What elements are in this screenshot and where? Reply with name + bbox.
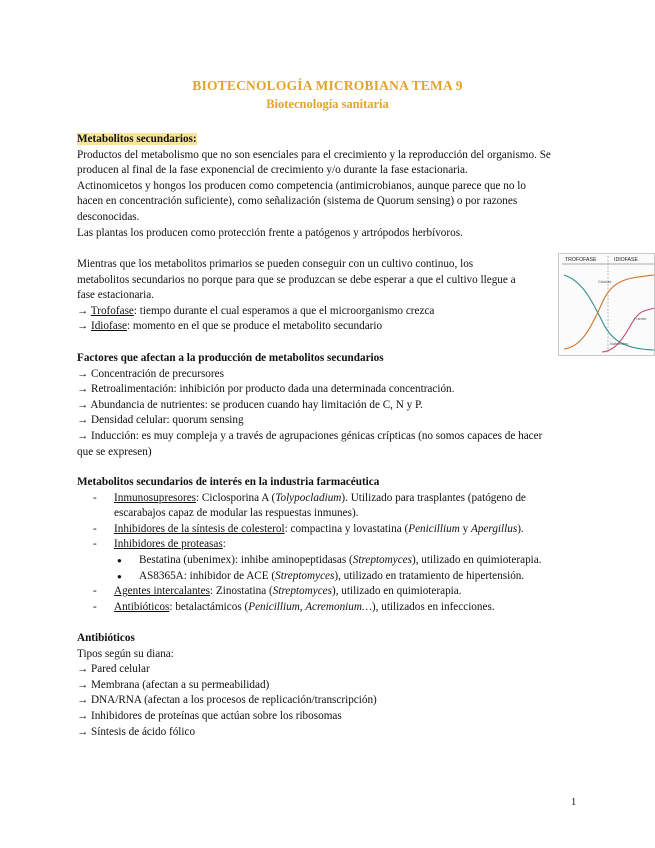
section-industria-farmaceutica [77, 475, 582, 615]
section-antibioticos [77, 631, 582, 740]
paragraph-fases [77, 257, 552, 335]
species-name: Tolypocladium [275, 491, 342, 504]
text: escarabajos capaz de modular las respuestas inmunes). [114, 507, 359, 520]
text: : [222, 538, 226, 551]
species-name: Penicillium, Acremonium… [248, 600, 372, 613]
list-item: → Densidad celular: quorum sensing [77, 414, 244, 427]
list-item: que se expresen) [77, 445, 152, 458]
list-item: → Membrana (afectan a su permeabilidad) [77, 678, 270, 691]
species-name: Streptomyces [275, 569, 335, 582]
figure-label-trofofase: TROFOFASE [565, 257, 597, 263]
list-item-as8365a [77, 569, 582, 585]
list-item: → Retroalimentación: inhibición por producto dada una determinada concentración. [77, 383, 455, 396]
text: ). [517, 522, 524, 535]
list-item-intercalantes [77, 584, 582, 600]
growth-phase-figure [558, 253, 655, 356]
text-line: Las plantas los producen como protección frente a patógenos y artrópodos herbívoros. [77, 226, 463, 239]
text-line: Mientras que los metabolitos primarios se pueden conseguir con un cultivo continuo, los [77, 258, 474, 270]
species-name: Penicillium [408, 522, 460, 535]
text-line: producen al final de la fase exponencial de crecimiento y/o durante la fase estacionaria. [77, 164, 468, 177]
list-item: → Inducción: es muy compleja y a través de agrupaciones génicas crípticas (no somos capaces de hacer [77, 429, 543, 442]
list-item-proteasas [77, 537, 582, 553]
section-metabolitos-secundarios [77, 132, 582, 241]
definition-text: : momento en el que se produce el metabolito secundario [127, 320, 383, 333]
text-line: hacen en concentración suficiente), como señalización (sistema de Quorum sensing) o por razones [77, 195, 518, 208]
term-idiofase: Idiofase [90, 320, 128, 333]
text-line: fase estacionaria. [77, 289, 155, 302]
curve-label: Fuente [634, 316, 647, 321]
text: AS8365A: inhibidor de ACE ( [139, 569, 276, 582]
list-item: → Síntesis de ácido fólico [77, 725, 196, 738]
text: : Zinostatina ( [209, 585, 273, 598]
text: y [459, 522, 471, 535]
trofofase-line: → Trofofase: tiempo durante el cual esperamos a que el microorganismo crezca [77, 304, 435, 317]
curve-label: Células [598, 279, 612, 284]
text-line: metabolitos secundarios no porque para que se produzcan se debe esperar a que el cultivo llegue a [77, 273, 516, 286]
text: Bestatina (ubenimex): inhibe aminopeptidasas ( [139, 553, 353, 566]
list-item: → Pared celular [77, 663, 150, 676]
list-item-colesterol [77, 522, 582, 538]
text-line: desconocidas. [77, 210, 140, 223]
text: ), utilizado en quimioterapia. [331, 585, 462, 598]
list-item-inmunosupresores [77, 491, 582, 522]
curve-label: Nutrientes [610, 341, 629, 346]
list-item-antibioticos [77, 600, 582, 616]
list-item: → Abundancia de nutrientes: se producen cuando hay limitación de C, N y P. [77, 398, 423, 411]
section-factores [77, 351, 582, 460]
species-name: Streptomyces [352, 553, 412, 566]
section-heading: Factores que afectan a la producción de metabolitos secundarios [77, 352, 384, 364]
definition-text: : tiempo durante el cual esperamos a que el microorganismo crezca [133, 304, 435, 317]
section-heading: Metabolitos secundarios de interés en la industria farmacéutica [77, 476, 380, 488]
dash-list [77, 584, 582, 615]
section-heading: Metabolitos secundarios: [77, 133, 197, 145]
list-item: → Inhibidores de proteínas que actúan sobre los ribosomas [77, 709, 342, 722]
text: ). Utilizado para trasplantes (patógeno de [341, 491, 526, 504]
list-item: → Concentración de precursores [77, 367, 224, 380]
list-item-bestatina [77, 553, 582, 569]
species-name: Apergillus [471, 522, 518, 535]
text: ), utilizados en infecciones. [371, 600, 495, 613]
page-number: 1 [571, 797, 577, 808]
idiofase-line: → Idiofase: momento en el que se produce el metabolito secundario [77, 320, 383, 333]
dash-list [77, 491, 582, 553]
growth-phase-chart [558, 253, 655, 356]
text: ), utilizado en tratamiento de hipertensión. [334, 569, 525, 582]
term: Inhibidores de la síntesis de colesterol [114, 522, 285, 535]
document-title: BIOTECNOLOGÍA MICROBIANA TEMA 9 [192, 78, 463, 93]
section-heading: Antibióticos [77, 632, 135, 644]
bullet-list [77, 553, 582, 584]
term: Inmunosupresores [114, 491, 197, 504]
text-line: Productos del metabolismo que no son esenciales para el crecimiento y la reproducción del organismo. Se [77, 148, 551, 161]
text: : betalactámicos ( [169, 600, 249, 613]
figure-label-idiofase: IDIOFASE [614, 257, 638, 263]
species-name: Streptomyces [272, 585, 332, 598]
document-subtitle: Biotecnología sanitaria [266, 97, 389, 111]
text-line: Actinomicetos y hongos los producen como competencia (antimicrobianos, aunque parece que no lo [77, 179, 526, 192]
term: Antibióticos [114, 600, 170, 613]
term: Inhibidores de proteasas [114, 538, 223, 551]
text: : compactina y lovastatina ( [284, 522, 409, 535]
term-trofofase: Trofofase [90, 304, 134, 317]
term: Agentes intercalantes [114, 585, 210, 598]
intro-text: Tipos según su diana: [77, 647, 174, 660]
list-item: → DNA/RNA (afectan a los procesos de replicación/transcripción) [77, 694, 377, 707]
text: : Ciclosporina A ( [196, 491, 276, 504]
text: ), utilizado en quimioterapia. [411, 553, 542, 566]
